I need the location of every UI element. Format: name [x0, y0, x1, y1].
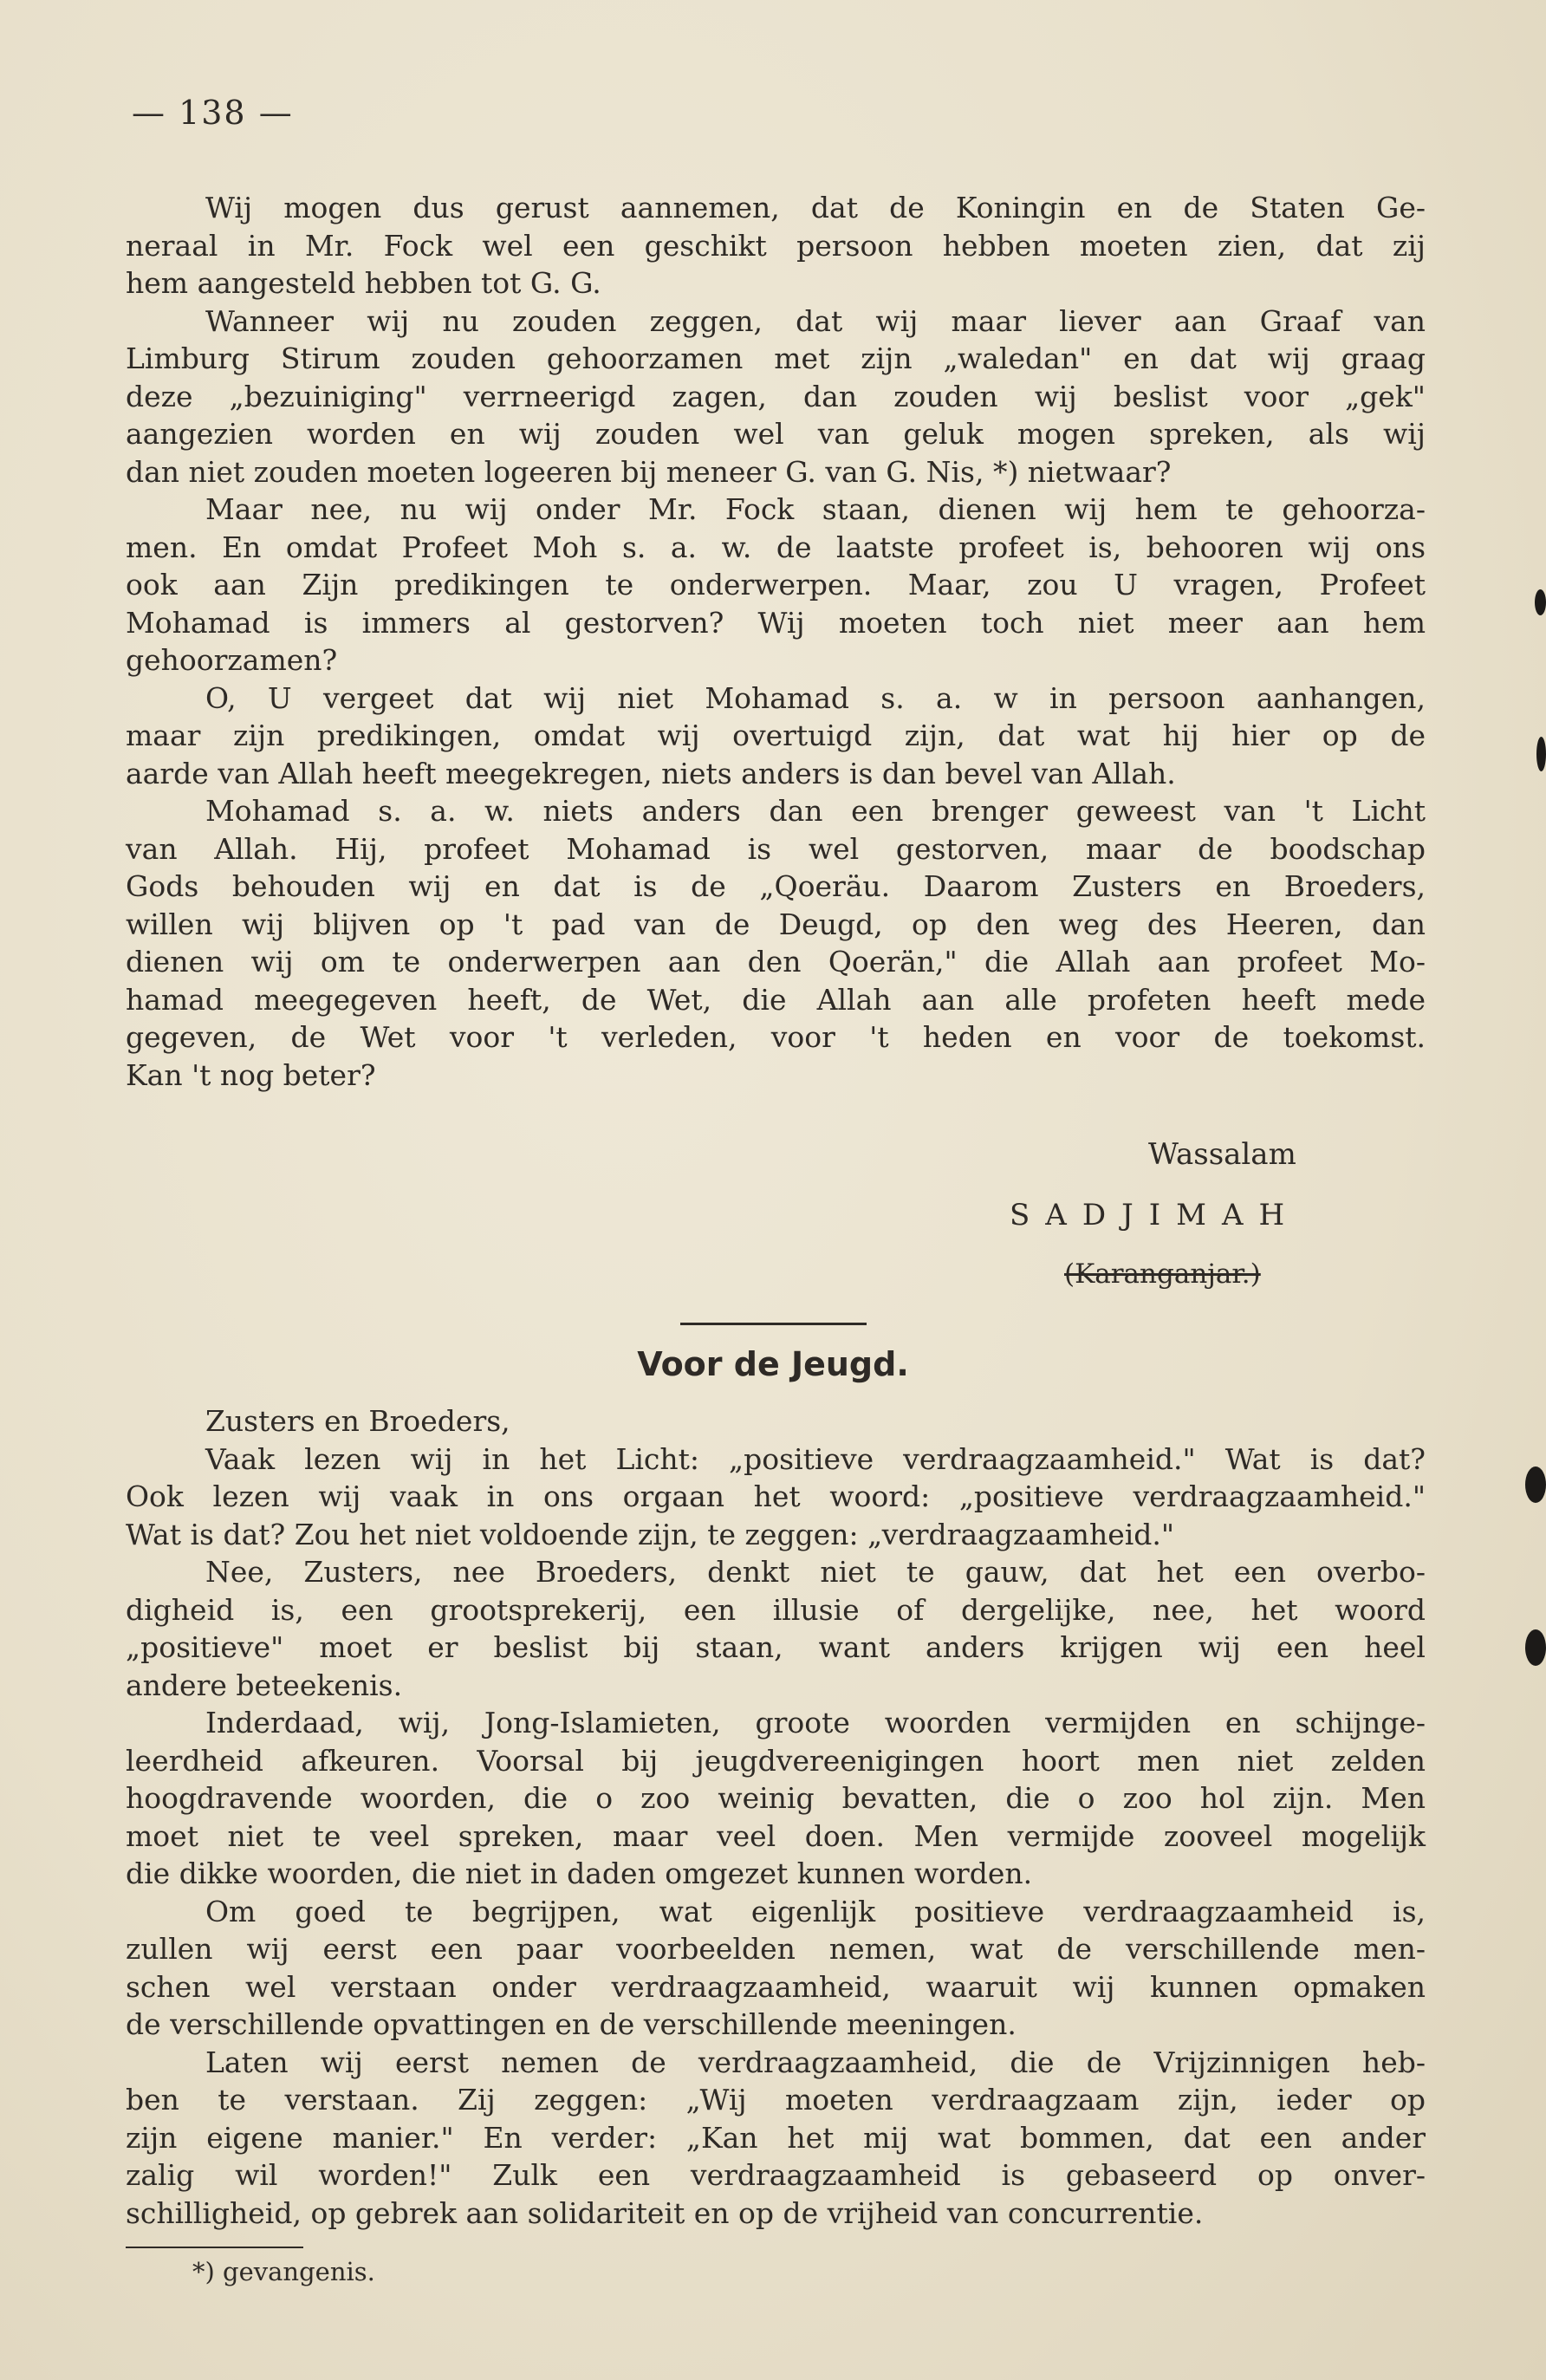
text-line: „positieve" moet er beslist bij staan, want anders krijgen wij een heel — [126, 1630, 1426, 1664]
text-line: leerdheid afkeuren. Voorsal bij jeugdvereenigingen hoort men niet zelden — [126, 1743, 1426, 1778]
text-line: aarde van Allah heeft meegekregen, niets anders is dan bevel van Allah. — [126, 756, 1176, 790]
footnote-divider — [126, 2247, 303, 2248]
text-line: hamad meegegeven heeft, de Wet, die Allah aan alle profeten heeft mede — [126, 982, 1426, 1017]
text-line: gehoorzamen? — [126, 643, 338, 677]
text-line: aangezien worden en wij zouden wel van geluk mogen spreken, als wij — [126, 417, 1426, 451]
text-line: van Allah. Hij, profeet Mohamad is wel gestorven, maar de boodschap — [126, 831, 1426, 866]
page-number: — 138 — — [132, 94, 294, 132]
text-line: moet niet te veel spreken, maar veel doen. Men vermijde zooveel mogelijk — [126, 1818, 1426, 1853]
text-line: neraal in Mr. Fock wel een geschikt persoon hebben moeten zien, dat zij — [126, 228, 1426, 263]
text-line: Wij mogen dus gerust aannemen, dat de Koningin en de Staten Ge- — [205, 191, 1426, 224]
text-line: schen wel verstaan onder verdraagzaamheid, waaruit wij kunnen opmaken — [126, 1969, 1426, 2004]
text-line: Wanneer wij nu zouden zeggen, dat wij maar liever aan Graaf van — [205, 303, 1426, 338]
text-line: zijn eigene manier." En verder: „Kan het mij wat bommen, dat een ander — [126, 2120, 1426, 2155]
text-line: hem aangesteld hebben tot G. G. — [126, 266, 601, 300]
text-line: Nee, Zusters, nee Broeders, denkt niet te gauw, dat het een overbo- — [205, 1555, 1426, 1589]
text-line: zullen wij eerst een paar voorbeelden nemen, wat de verschillende men- — [126, 1932, 1426, 1966]
text-line: schilligheid, op gebrek aan solidariteit en op de vrijheid van concurrentie. — [126, 2195, 1204, 2230]
section-title: Voor de Jeugd. — [637, 1345, 909, 1383]
text-line: Limburg Stirum zouden gehoorzamen met zijn „waledan" en dat wij graag — [126, 341, 1426, 375]
text-line: hoogdravende woorden, die o zoo weinig bevatten, die o zoo hol zijn. Men — [126, 1781, 1426, 1815]
letter-author: SADJIMAH — [1010, 1198, 1301, 1232]
text-line: men. En omdat Profeet Moh s. a. w. de laatste profeet is, behooren wij ons — [126, 530, 1426, 564]
text-line: dan niet zouden moeten logeeren bij meneer G. van G. Nis, *) nietwaar? — [126, 454, 1172, 489]
letter-body — [126, 189, 1426, 1094]
text-line: dienen wij om te onderwerpen aan den Qoerän," die Allah aan profeet Mo- — [126, 945, 1426, 979]
text-line: Zusters en Broeders, — [205, 1404, 510, 1438]
letter-place: (Karanganjar.) — [1064, 1258, 1261, 1290]
text-line: Ook lezen wij vaak in ons orgaan het woord: „positieve verdraagzaamheid." — [126, 1479, 1426, 1513]
text-line: Om goed te begrijpen, wat eigenlijk positieve verdraagzaamheid is, — [205, 1894, 1426, 1928]
text-line: die dikke woorden, die niet in daden omgezet kunnen worden. — [126, 1857, 1033, 1890]
section-divider — [680, 1323, 867, 1325]
text-line: Gods behouden wij en dat is de „Qoeräu. Daarom Zusters en Broeders, — [126, 869, 1426, 903]
text-line: willen wij blijven op 't pad van de Deugd, op den weg des Heeren, dan — [126, 907, 1426, 941]
text-line: maar zijn predikingen, omdat wij overtuigd zijn, dat wat hij hier op de — [126, 719, 1426, 752]
text-line: Inderdaad, wij, Jong-Islamieten, groote woorden vermijden en schijnge- — [205, 1706, 1426, 1739]
text-line: Mohamad s. a. w. niets anders dan een brenger geweest van 't Licht — [205, 794, 1426, 828]
text-line: deze „bezuiniging" verrneerigd zagen, dan zouden wij beslist voor „gek" — [126, 379, 1426, 413]
text-line: zalig wil worden!" Zulk een verdraagzaamheid is gebaseerd op onver- — [126, 2158, 1426, 2192]
text-line: ben te verstaan. Zij zeggen: „Wij moeten verdraagzaam zijn, ieder op — [126, 2083, 1426, 2117]
text-line: andere beteekenis. — [126, 1668, 403, 1702]
text-line: gegeven, de Wet voor 't verleden, voor 't heden en voor de toekomst. — [126, 1020, 1426, 1054]
text-line: digheid is, een grootsprekerij, een illusie of dergelijke, nee, het woord — [126, 1592, 1426, 1627]
text-line: Laten wij eerst nemen de verdraagzaamheid, die de Vrijzinnigen heb- — [205, 2045, 1426, 2079]
text-line: Vaak lezen wij in het Licht: „positieve verdraagzaamheid." Wat is dat? — [205, 1441, 1426, 1476]
text-line: Maar nee, nu wij onder Mr. Fock staan, dienen wij hem te gehoorza- — [205, 492, 1426, 526]
text-line: Wat is dat? Zou het niet voldoende zijn, te zeggen: „verdraagzaamheid." — [126, 1517, 1175, 1551]
text-line: O, U vergeet dat wij niet Mohamad s. a. w in persoon aanhangen, — [205, 680, 1426, 715]
binding-hole-mark — [1525, 1466, 1546, 1503]
text-line: Mohamad is immers al gestorven? Wij moeten toch niet meer aan hem — [126, 605, 1426, 640]
binding-hole-mark — [1525, 1629, 1546, 1666]
text-line: de verschillende opvattingen en de verschillende meeningen. — [126, 2007, 1017, 2041]
binding-hole-mark — [1535, 589, 1546, 615]
binding-hole-mark — [1536, 737, 1546, 771]
article-body — [126, 1402, 1426, 2232]
letter-closing: Wassalam — [1148, 1137, 1296, 1172]
text-line: ook aan Zijn predikingen te onderwerpen. Maar, zou U vragen, Profeet — [126, 568, 1426, 602]
text-line: Kan 't nog beter? — [126, 1057, 376, 1092]
footnote: *) gevangenis. — [192, 2257, 375, 2286]
